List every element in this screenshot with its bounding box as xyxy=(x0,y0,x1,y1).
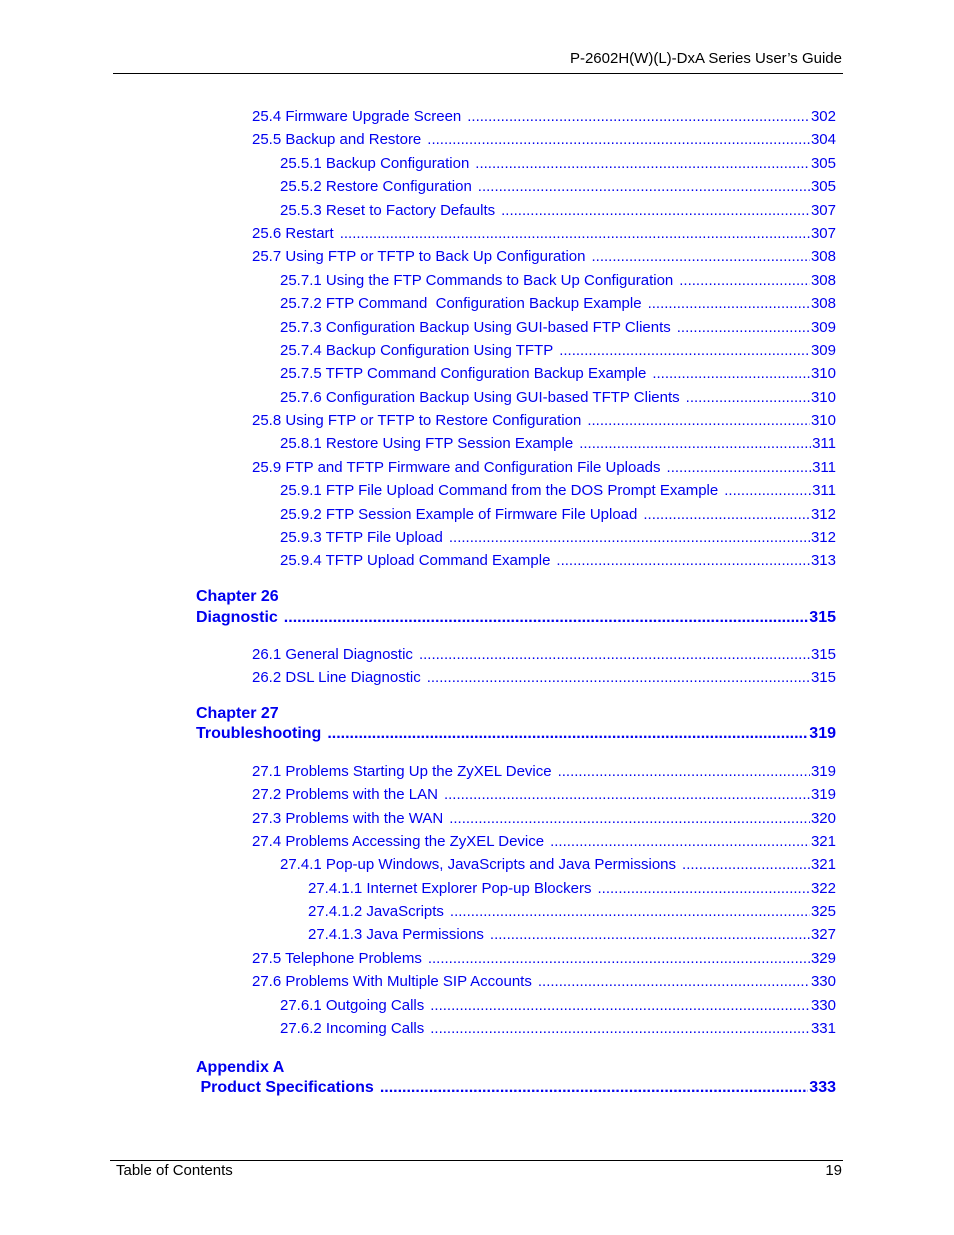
toc-entry-label: 26.2 DSL Line Diagnostic xyxy=(252,669,421,686)
dot-leader xyxy=(652,365,810,383)
dot-leader xyxy=(430,1020,810,1038)
dot-leader xyxy=(686,389,810,407)
toc-entry-page: 330 xyxy=(810,973,836,990)
toc-entry-page: 315 xyxy=(810,646,836,663)
toc-entry-page: 309 xyxy=(810,342,836,359)
toc-entry[interactable] xyxy=(252,833,836,851)
dot-leader xyxy=(587,412,810,430)
toc-entry[interactable] xyxy=(280,295,836,313)
toc-entry-page: 307 xyxy=(810,202,836,219)
dot-leader xyxy=(430,997,810,1015)
toc-entry-page: 321 xyxy=(810,856,836,873)
dot-leader xyxy=(380,1079,808,1097)
dot-leader xyxy=(559,342,810,360)
toc-entry-label: 25.9.3 TFTP File Upload xyxy=(280,529,443,546)
toc-entry-label: 25.5.1 Backup Configuration xyxy=(280,155,470,172)
toc-entry-page: 331 xyxy=(810,1020,836,1037)
toc-entry-label: 27.4.1.1 Internet Explorer Pop-up Blockers xyxy=(308,880,592,897)
chapter-26-title[interactable] xyxy=(196,609,836,627)
toc-entry[interactable] xyxy=(252,973,836,991)
toc-entry-label: 25.7 Using FTP or TFTP to Back Up Configuration xyxy=(252,248,586,265)
dot-leader xyxy=(667,459,812,477)
dot-leader xyxy=(724,482,811,500)
toc-entry-page: 320 xyxy=(810,810,836,827)
toc-entry-label: 25.9 FTP and TFTP Firmware and Configuration File Uploads xyxy=(252,459,661,476)
toc-entry-label: 25.8.1 Restore Using FTP Session Example xyxy=(280,435,574,452)
toc-entry[interactable] xyxy=(280,319,836,337)
toc-entry-page: 307 xyxy=(810,225,836,242)
dot-leader xyxy=(444,786,810,804)
toc-entry-label: 26.1 General Diagnostic xyxy=(252,646,413,663)
dot-leader xyxy=(475,155,810,173)
toc-entry[interactable] xyxy=(252,131,836,149)
toc-entry[interactable] xyxy=(280,997,836,1015)
toc-entry-label: 27.4 Problems Accessing the ZyXEL Device xyxy=(252,833,545,850)
toc-entry-page: 319 xyxy=(810,763,836,780)
toc-entry[interactable] xyxy=(308,880,836,898)
dot-leader xyxy=(419,646,810,664)
toc-entry[interactable] xyxy=(252,646,836,664)
toc-entry-label: 27.2 Problems with the LAN xyxy=(252,786,438,803)
dot-leader xyxy=(679,272,810,290)
toc-entry[interactable] xyxy=(252,225,836,243)
toc-entry-page: 310 xyxy=(810,412,836,429)
toc-entry-page: 302 xyxy=(810,108,836,125)
toc-entry-label: 25.7.6 Configuration Backup Using GUI-based TFTP Clients xyxy=(280,389,680,406)
toc-entry[interactable] xyxy=(280,272,836,290)
toc-entry-label: 25.9.1 FTP File Upload Command from the DOS Prompt Example xyxy=(280,482,719,499)
header-rule xyxy=(113,73,843,74)
toc-entry[interactable] xyxy=(252,763,836,781)
toc-entry-page: 325 xyxy=(810,903,836,920)
toc-entry[interactable] xyxy=(252,669,836,687)
toc-entry-label: 25.7.3 Configuration Backup Using GUI-based FTP Clients xyxy=(280,319,671,336)
toc-entry-label: 25.5.3 Reset to Factory Defaults xyxy=(280,202,496,219)
toc-entry[interactable] xyxy=(280,529,836,547)
toc-entry-label: 27.4.1 Pop-up Windows, JavaScripts and Java Permissions xyxy=(280,856,677,873)
toc-entry-label: 27.6.2 Incoming Calls xyxy=(280,1020,425,1037)
toc-entry-label: 27.5 Telephone Problems xyxy=(252,950,422,967)
toc-entry-page: 309 xyxy=(810,319,836,336)
toc-entry-label: 25.9.4 TFTP Upload Command Example xyxy=(280,552,551,569)
chapter-title-page: 315 xyxy=(809,609,836,626)
header-title: P-2602H(W)(L)-DxA Series User’s Guide xyxy=(569,50,842,67)
toc-entry-page: 304 xyxy=(810,131,836,148)
toc-entry-label: 25.9.2 FTP Session Example of Firmware File Upload xyxy=(280,506,638,523)
toc-entry-page: 313 xyxy=(810,552,836,569)
toc-entry-label: 27.3 Problems with the WAN xyxy=(252,810,444,827)
toc-entry-label: 27.1 Problems Starting Up the ZyXEL Device xyxy=(252,763,552,780)
appendix-title-label: Product Specifications xyxy=(196,1079,374,1096)
toc-entry[interactable] xyxy=(252,108,836,126)
footer-rule xyxy=(110,1160,843,1161)
toc-entry[interactable] xyxy=(252,248,836,266)
toc-entry-page: 330 xyxy=(810,997,836,1014)
chapter-title-label: Troubleshooting xyxy=(196,725,322,742)
toc-entry[interactable] xyxy=(308,903,836,921)
toc-entry[interactable] xyxy=(280,365,836,383)
footer-section-title: Table of Contents xyxy=(116,1162,233,1179)
appendix-a-label: Appendix A xyxy=(196,1059,285,1076)
toc-entry-page: 310 xyxy=(810,365,836,382)
toc-entry-page: 308 xyxy=(810,248,836,265)
toc-entry-page: 315 xyxy=(810,669,836,686)
dot-leader xyxy=(467,108,810,126)
toc-entry-label: 27.6.1 Outgoing Calls xyxy=(280,997,425,1014)
toc-entry[interactable] xyxy=(280,389,836,407)
dot-leader xyxy=(449,529,810,547)
dot-leader xyxy=(538,973,810,991)
toc-entry-page: 311 xyxy=(812,435,836,452)
dot-leader xyxy=(478,178,810,196)
toc-entry-label: 25.6 Restart xyxy=(252,225,334,242)
chapter-title-page: 319 xyxy=(809,725,836,742)
dot-leader xyxy=(682,856,810,874)
toc-entry[interactable] xyxy=(252,412,836,430)
dot-leader xyxy=(501,202,810,220)
toc-entry-page: 308 xyxy=(810,272,836,289)
dot-leader xyxy=(643,506,810,524)
appendix-title-page: 333 xyxy=(809,1079,836,1096)
chapter-title-label: Diagnostic xyxy=(196,609,278,626)
dot-leader xyxy=(327,725,808,743)
dot-leader xyxy=(427,131,810,149)
dot-leader xyxy=(450,903,810,921)
toc-entry-page: 319 xyxy=(810,786,836,803)
toc-entry[interactable] xyxy=(252,950,836,968)
toc-entry-label: 25.8 Using FTP or TFTP to Restore Configuration xyxy=(252,412,582,429)
toc-entry[interactable] xyxy=(280,856,836,874)
footer-page-number: 19 xyxy=(825,1162,842,1179)
dot-leader xyxy=(340,225,810,243)
toc-entry-label: 25.7.5 TFTP Command Configuration Backup Example xyxy=(280,365,647,382)
toc-entry[interactable] xyxy=(252,786,836,804)
toc-entry[interactable] xyxy=(308,926,836,944)
toc-entry-page: 305 xyxy=(810,178,836,195)
dot-leader xyxy=(598,880,810,898)
toc-entry-label: 27.4.1.3 Java Permissions xyxy=(308,926,484,943)
dot-leader xyxy=(449,810,810,828)
toc-entry[interactable] xyxy=(252,459,836,477)
toc-entry-label: 25.4 Firmware Upgrade Screen xyxy=(252,108,462,125)
toc-entry-page: 322 xyxy=(810,880,836,897)
toc-entry[interactable] xyxy=(280,1020,836,1038)
toc-entry[interactable] xyxy=(280,178,836,196)
toc-entry[interactable] xyxy=(280,342,836,360)
toc-entry-page: 305 xyxy=(810,155,836,172)
toc-entry-label: 25.7.1 Using the FTP Commands to Back Up Configuration xyxy=(280,272,674,289)
dot-leader xyxy=(677,319,810,337)
toc-entry-page: 312 xyxy=(810,529,836,546)
dot-leader xyxy=(428,950,810,968)
dot-leader xyxy=(579,435,811,453)
toc-entry-label: 27.4.1.2 JavaScripts xyxy=(308,903,444,920)
dot-leader xyxy=(284,609,809,627)
dot-leader xyxy=(550,833,810,851)
dot-leader xyxy=(427,669,810,687)
chapter-27-title[interactable] xyxy=(196,725,836,743)
toc-entry-label: 27.6 Problems With Multiple SIP Accounts xyxy=(252,973,532,990)
toc-entry[interactable] xyxy=(280,202,836,220)
toc-entry-page: 311 xyxy=(812,459,836,476)
toc-entry-label: 25.5 Backup and Restore xyxy=(252,131,422,148)
dot-leader xyxy=(490,926,810,944)
toc-entry[interactable] xyxy=(280,155,836,173)
toc-entry-page: 310 xyxy=(810,389,836,406)
toc-entry-page: 321 xyxy=(810,833,836,850)
toc-entry-page: 329 xyxy=(810,950,836,967)
toc-entry-label: 25.5.2 Restore Configuration xyxy=(280,178,472,195)
toc-entry-page: 327 xyxy=(810,926,836,943)
toc-entry-page: 311 xyxy=(812,482,836,499)
appendix-a-title[interactable] xyxy=(196,1079,836,1097)
toc-entry[interactable] xyxy=(280,552,836,570)
toc-entry-label: 25.7.2 FTP Command Configuration Backup Example xyxy=(280,295,642,312)
dot-leader xyxy=(556,552,810,570)
dot-leader xyxy=(648,295,810,313)
dot-leader xyxy=(558,763,810,781)
dot-leader xyxy=(592,248,810,266)
toc-entry[interactable] xyxy=(280,435,836,453)
toc-entry-page: 312 xyxy=(810,506,836,523)
toc-entry-label: 25.7.4 Backup Configuration Using TFTP xyxy=(280,342,554,359)
toc-entry-page: 308 xyxy=(810,295,836,312)
toc-entry[interactable] xyxy=(280,506,836,524)
toc-entry[interactable] xyxy=(280,482,836,500)
toc-entry[interactable] xyxy=(252,810,836,828)
chapter-26-label: Chapter 26 xyxy=(196,588,279,605)
chapter-27-label: Chapter 27 xyxy=(196,705,279,722)
